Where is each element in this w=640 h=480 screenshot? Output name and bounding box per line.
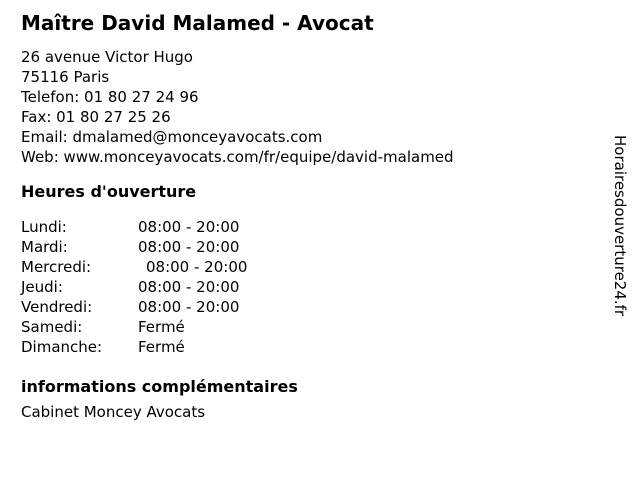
- hours-value: Fermé: [138, 338, 185, 356]
- hours-day-label: Vendredi:: [21, 298, 93, 316]
- fax-line: Fax: 01 80 27 25 26: [21, 108, 171, 126]
- hours-day-label: Dimanche:: [21, 338, 103, 356]
- hours-value: 08:00 - 20:00: [138, 218, 240, 236]
- listing-content: [21, 12, 600, 422]
- hours-value: 08:00 - 20:00: [138, 278, 240, 296]
- opening-hours-table: [21, 217, 600, 357]
- address-line-street: 26 avenue Victor Hugo: [21, 48, 193, 66]
- site-branding-vertical: Horairesdouverture24.fr: [611, 135, 629, 317]
- additional-info-text: Cabinet Moncey Avocats: [21, 403, 206, 421]
- hours-value: 08:00 - 20:00: [138, 298, 240, 316]
- hours-row-monday: [21, 217, 600, 237]
- hours-value: Fermé: [138, 318, 185, 336]
- hours-day-label: Mardi:: [21, 238, 68, 256]
- hours-day-label: Mercredi:: [21, 258, 92, 276]
- hours-row-tuesday: [21, 237, 600, 257]
- email-line: Email: dmalamed@monceyavocats.com: [21, 128, 323, 146]
- web-line: Web: www.monceyavocats.com/fr/equipe/david-malamed: [21, 148, 454, 166]
- hours-day-label: Jeudi:: [21, 278, 63, 296]
- page-title: Maître David Malamed - Avocat: [21, 11, 374, 35]
- hours-row-friday: [21, 297, 600, 317]
- hours-day-label: Samedi:: [21, 318, 83, 336]
- contact-block: [21, 47, 600, 167]
- phone-line: Telefon: 01 80 27 24 96: [21, 88, 199, 106]
- hours-row-saturday: [21, 317, 600, 337]
- hours-value: 08:00 - 20:00: [146, 258, 248, 276]
- additional-info-heading: informations complémentaires: [21, 377, 298, 396]
- hours-row-sunday: [21, 337, 600, 357]
- address-line-city: 75116 Paris: [21, 68, 110, 86]
- hours-row-wednesday: [21, 257, 600, 277]
- hours-day-label: Lundi:: [21, 218, 67, 236]
- opening-hours-heading: Heures d'ouverture: [21, 182, 197, 201]
- hours-value: 08:00 - 20:00: [138, 238, 240, 256]
- hours-row-thursday: [21, 277, 600, 297]
